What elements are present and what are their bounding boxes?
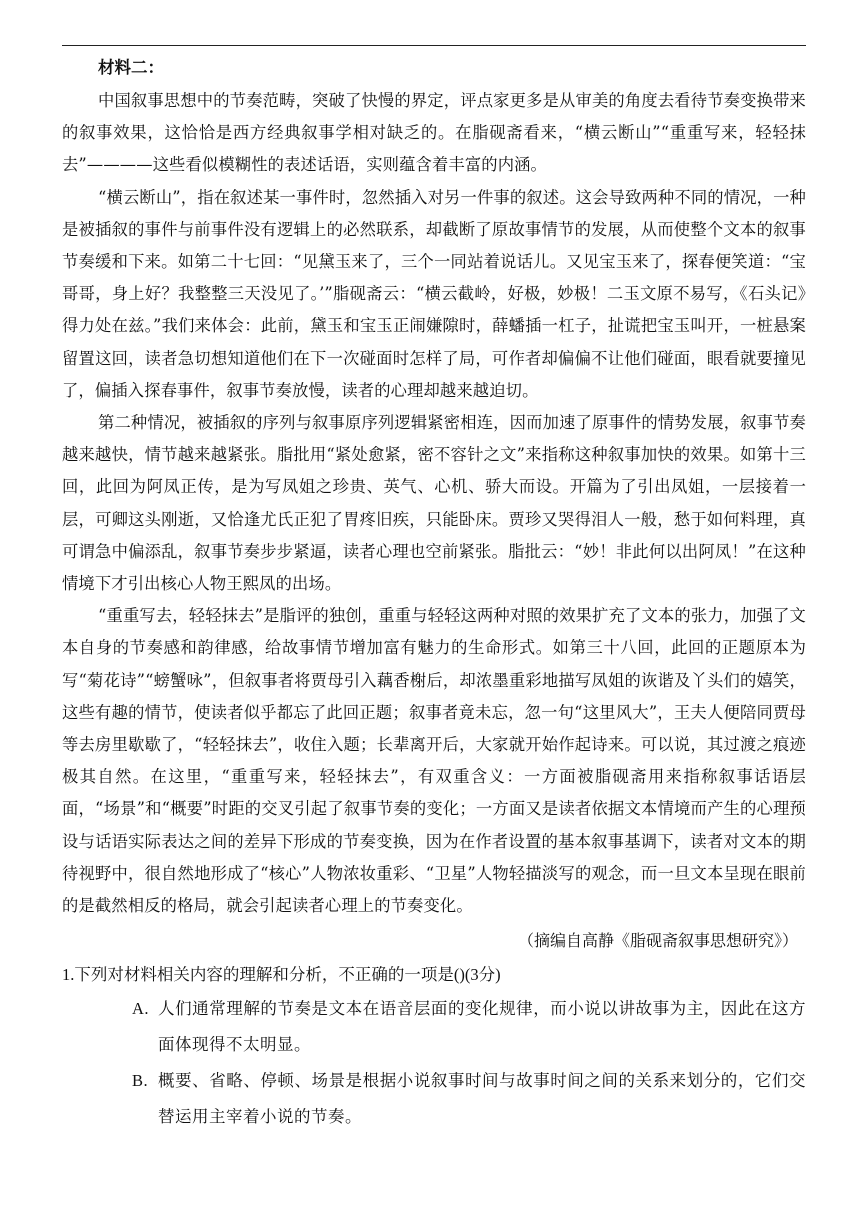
document-body — [62, 52, 806, 1135]
paragraph: “横云断山”，指在叙述某一事件时，忽然插入对另一件事的叙述。这会导致两种不同的情况，一种是被插叙的事件与前事件没有逻辑上的必然联系，却截断了原故事情节的发展，从而使整个文本的叙事节奏缓和下来。如第二十七回：“见黛玉来了，三个一同站着说话儿。又见宝玉来了，探春便笑道：“宝哥哥，身上好？我整整三天没见了。’”脂砚斋云：“横云截岭，好极，妙极！二玉文原不易写，《石头记》得力处在兹。”我们来体会：此前，黛玉和宝玉正闹嫌隙时，薛蟠插一杠子，扯谎把宝玉叫开，一桩悬案留置这回，读者急切想知道他们在下一次碰面时怎样了局，可作者却偏偏不让他们碰面，眼看就要撞见了，偏插入探春事件，叙事节奏放慢，读者的心理却越来越迫切。 — [62, 187, 806, 400]
source-citation: （摘编自高静《脂砚斋叙事思想研究》） — [517, 931, 798, 951]
question-stem: 1.下列对材料相关内容的理解和分析，不正确的一项是()(3分) — [62, 965, 501, 985]
material-heading: 材料二： — [98, 58, 164, 77]
paragraph: 中国叙事思想中的节奏范畴，突破了快慢的界定，评点家更多是从审美的角度去看待节奏变换带来的叙事效果，这恰恰是西方经典叙事学相对缺乏的。在脂砚斋看来，“横云断山”“重重写来，轻轻抹去”————这些看似模糊性的表述话语，实则蕴含着丰富的内涵。 — [62, 91, 806, 175]
option-letter: B. — [132, 1071, 149, 1091]
option-b[interactable] — [62, 1063, 806, 1135]
paragraph: 第二种情况，被插叙的序列与叙事原序列逻辑紧密相连，因而加速了原事件的情势发展，叙事节奏越来越快，情节越来越紧张。脂批用“紧处愈紧，密不容针之文”来指称这种叙事加快的效果。如第十三回，此回为阿凤正传，是为写凤姐之珍贵、英气、心机、骄大而设。开篇为了引出凤姐，一层接着一层，可卿这头刚逝，又恰逢尤氏正犯了胃疼旧疾，只能卧床。贾珍又哭得泪人一般，愁于如何料理，真可谓急中偏添乱，叙事节奏步步紧逼，读者心理也空前紧张。脂批云：“妙！非此何以出阿凤！”在这种情境下才引出核心人物王熙凤的出场。 — [62, 413, 806, 594]
paragraph: “重重写去，轻轻抹去”是脂评的独创，重重与轻轻这两种对照的效果扩充了文本的张力，加强了文本自身的节奏感和韵律感，给故事情节增加富有魅力的生命形式。如第三十八回，此回的正题原本为写“菊花诗”“螃蟹咏”，但叙事者将贾母引入藕香榭后，却浓墨重彩地描写凤姐的诙谐及丫头们的嬉笑，这些有趣的情节，使读者似乎都忘了此回正题；叙事者竟未忘，忽一句“这里风大”，王夫人便陪同贾母等去房里歇歇了，“轻轻抹去”，收住入题；长辈离开后，大家就开始作起诗来。可以说，其过渡之痕迹极其自然。在这里，“重重写来，轻轻抹去”，有双重含义：一方面被脂砚斋用来指称叙事话语层面，“场景”和“概要”时距的交叉引起了叙事节奏的变化；一方面又是读者依据文本情境而产生的心理预设与话语实际表达之间的差异下形成的节奏变换，因为在作者设置的基本叙事基调下，读者对文本的期待视野中，很自然地形成了“核心”人物浓妆重彩、“卫星”人物轻描淡写的观念，而一旦文本呈现在眼前的是截然相反的格局，就会引起读者心理上的节奏变化。 — [62, 606, 806, 916]
header-rule — [62, 45, 806, 46]
option-text: 概要、省略、停顿、场景是根据小说叙事时间与故事时间之间的关系来划分的，它们交替运用主宰着小说的节奏。 — [158, 1071, 806, 1127]
option-text: 人们通常理解的节奏是文本在语音层面的变化规律，而小说以讲故事为主，因此在这方面体现得不太明显。 — [158, 999, 806, 1055]
question-block — [62, 959, 806, 1135]
option-a[interactable] — [62, 991, 806, 1063]
option-letter: A. — [132, 999, 150, 1019]
